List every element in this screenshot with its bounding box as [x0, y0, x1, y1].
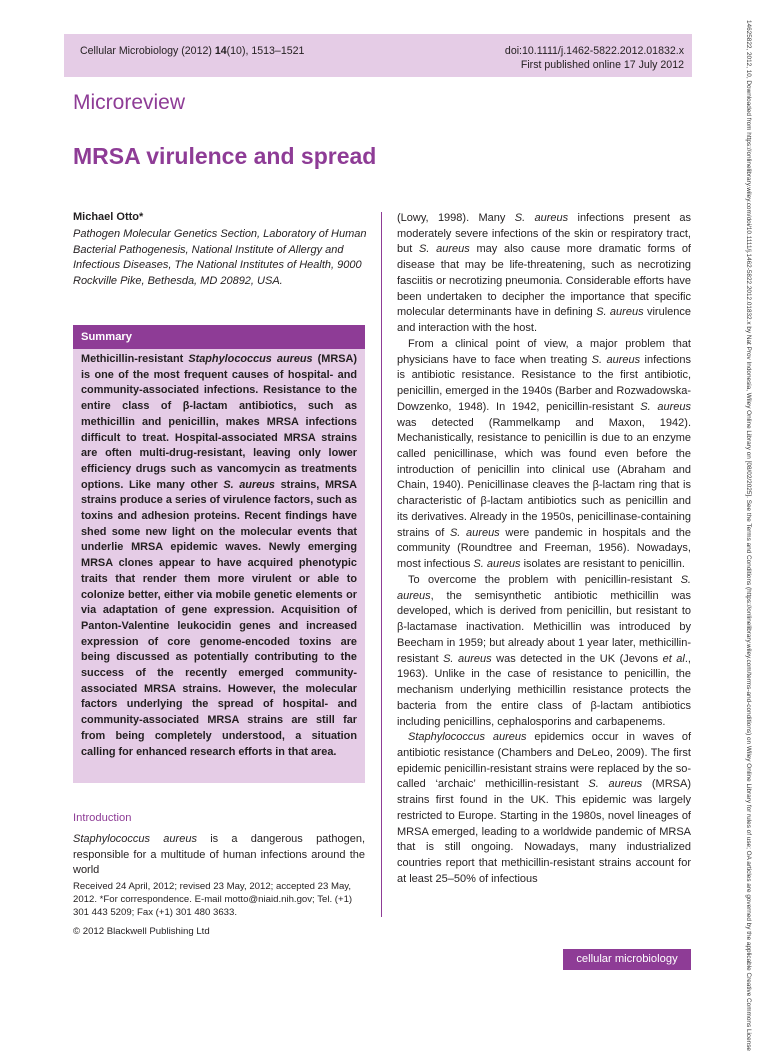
article-type: Microreview: [73, 91, 186, 114]
journal-reference: [80, 45, 304, 57]
introduction-text: Staphylococcus aureus is a dangerous pathogen, responsible for a multitude of human infections around the world: [73, 833, 365, 876]
summary-heading: Summary: [73, 325, 365, 349]
introduction-heading: Introduction: [73, 812, 132, 824]
author-affiliation: Pathogen Molecular Genetics Section, Laboratory of Human Bacterial Pathogenesis, National Institute of Allergy and Infectious Diseases, The National Institutes of Health, 9000 Rockville Pike, Bethesda, MD 20892, USA.: [73, 228, 367, 287]
doi-block: [505, 44, 684, 72]
doi-link[interactable]: doi:10.1111/j.1462-5822.2012.01832.x: [504, 45, 684, 57]
journal-name: Cellular Microbiology (2012): [80, 45, 215, 57]
copyright-notice: © 2012 Blackwell Publishing Ltd: [73, 926, 210, 937]
publication-date: First published online 17 July 2012: [520, 59, 684, 71]
body-paragraph: To overcome the problem with penicillin-resistant S. aureus, the semisynthetic antibiotic methicillin was developed, which is derived from penicillin, but resistant to β-lactamase inactivation. Methicillin was introduced by Beecham in 1959; but already about 1 year later, methicillin-resistant S. aureus was detected in the UK (Jevons et al., 1963). Unlike in the case of resistance to penicillin, the mechanism underlying methicillin resistance protects the bacteria from the entire class of β-lactam antibiotics including penicillins, cephalosporins and carbapenems.: [397, 573, 691, 728]
body-paragraph: From a clinical point of view, a major problem that physicians have to face when treating S. aureus infections is antibiotic resistance. Resistance to the first antibiotic, penicillin, emerged in the 1940s (Barber and Rozwadowska-Dowzenko, 1948). In 1942, penicillin-resistant S. aureus was detected (Rammelkamp and Maxon, 1942). Mechanistically, resistance to penicillin is due to an enzyme called penicillinase, which was found even before the introduction of penicillin into clinical use (Abraham and Chain, 1940). Penicillinase cleaves the β-lactam ring that is characteristic of β-lactam antibiotics such as penicillin and its derivatives. Already in the 1950s, penicillinase-containing strains of S. aureus were pandemic in hospitals and the community (Roundtree and Freeman, 1956). Nowadays, most infectious S. aureus isolates are resistant to penicillin.: [397, 337, 691, 571]
body-paragraph: (Lowy, 1998). Many S. aureus infections present as moderately severe infections of the skin or respiratory tract, but S. aureus may also cause more dramatic forms of disease that may be life-threatening, such as necrotizing fasciitis or necrotizing pneumonia. Considerable efforts have been undertaken to decipher the importance that specific molecular determinants have in defining S. aureus virulence and interaction with the host.: [397, 212, 691, 335]
journal-volume: 14: [214, 45, 227, 57]
journal-pages: (10), 1513–1521: [226, 45, 305, 57]
journal-tag: cellular microbiology: [563, 949, 691, 970]
body-column-right: [397, 211, 691, 888]
author-name: Michael Otto*: [73, 211, 144, 223]
summary-box: [73, 325, 365, 783]
download-notice: 14625822, 2012, 10, Downloaded from https://onlinelibrary.wiley.com/doi/10.1111/j.1462-5822.2012.01832.x by Nat Prov Indonesia, Wiley Online Library on [08/02/2025]. See the Terms and Conditions (https://onlinelibrary.wiley.com/terms-and-conditions) on Wiley Online Library for rules of use; OA articles are governed by the applicable Creative Commons License: [745, 20, 752, 1051]
column-divider: [381, 212, 382, 917]
summary-text: Methicillin-resistant Staphylococcus aureus (MRSA) is one of the most frequent causes of hospital- and community-associated infections. Resistance to the entire class of β-lactam antibiotics, such as methicillin and penicillin, makes MRSA infections difficult to treat. Hospital-associated MRSA strains are often multi-drug-resistant, leaving only lower efficiency drugs such as vancomycin as treatments options. Like many other S. aureus strains, MRSA strains produce a series of virulence factors, such as toxins and adhesion proteins. Recent findings have shed some new light on the molecular events that underlie MRSA epidemic waves. Newly emerging MRSA clones appear to have acquired phenotypic traits that render them more virulent or able to colonize better, either via mobile genetic elements or via adaptation of gene expression. Acquisition of Panton-Valentine leukocidin genes and increased expression of core genome-encoded toxins are being discussed as potentially contributing to the success of the recently emerged community-associated MRSA strains. However, the molecular factors underlying the spread of hospital- and community-associated MRSA strains are still far from being completely understood, a situation calling for enhanced research efforts in that area.: [81, 353, 358, 758]
article-title: MRSA virulence and spread: [73, 143, 377, 169]
received-footnote: Received 24 April, 2012; revised 23 May, 2012; accepted 23 May, 2012. *For correspondence. E-mail motto@niaid.nih.gov; Tel. (+1) 301 443 5209; Fax (+1) 301 480 3633.: [73, 881, 353, 919]
body-paragraph: Staphylococcus aureus epidemics occur in waves of antibiotic resistance (Chambers and DeLeo, 2009). The first epidemic penicillin-resistant strains were replaced by the so-called ‘archaic’ methicillin-resistant S. aureus (MRSA) strains first found in the UK. This epidemic was largely restricted to Europe. Starting in the 1980s, novel lineages of MRSA emerged, leading to a worldwide pandemic of MRSA that is still ongoing. Nowadays, many industrialized countries report that methicillin-resistant strains account for at least 25–50% of infectious: [397, 731, 691, 885]
